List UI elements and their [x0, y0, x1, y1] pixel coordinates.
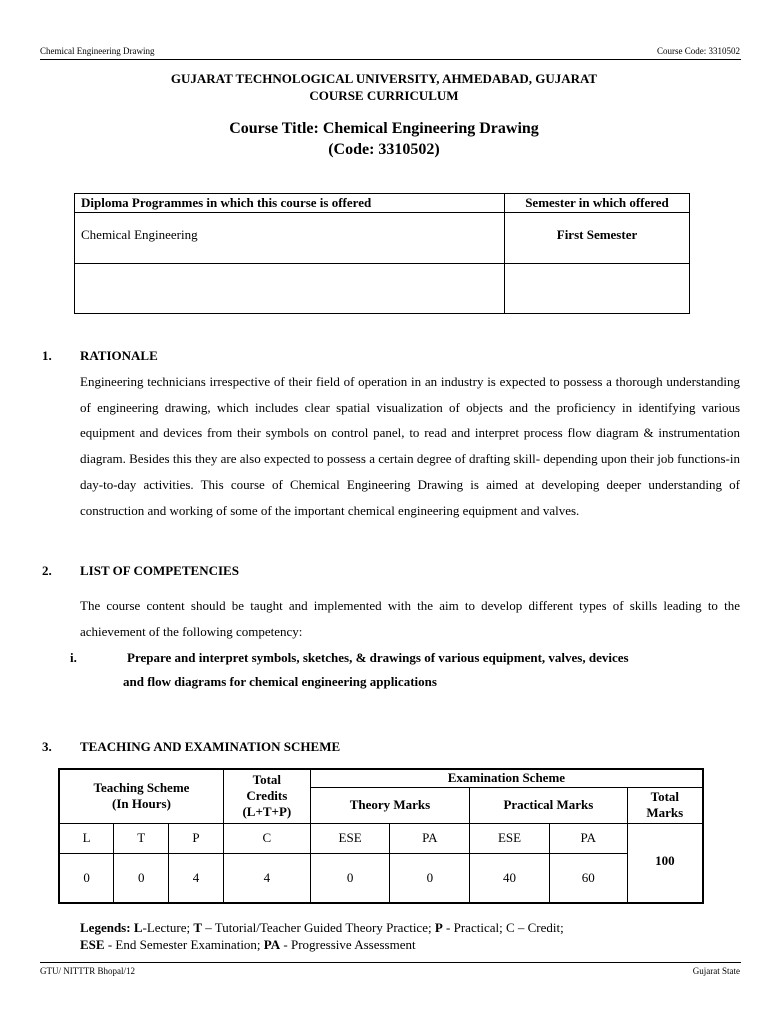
- competency-marker: i.: [70, 650, 77, 665]
- col-label: P: [169, 823, 224, 853]
- course-code: (Code: 3310502): [328, 141, 440, 158]
- programme-header: Diploma Programmes in which this course is offered: [75, 194, 505, 213]
- semester-cell: First Semester: [505, 213, 690, 264]
- col-label: ESE: [470, 823, 550, 853]
- empty-cell: [75, 264, 505, 314]
- col-label: ESE: [310, 823, 390, 853]
- footer-right: Gujarat State: [692, 966, 740, 976]
- section-heading: LIST OF COMPETENCIES: [80, 563, 239, 578]
- teaching-scheme-header: Teaching Scheme (In Hours): [59, 769, 223, 823]
- section-number: 1.: [42, 348, 52, 363]
- section-number: 2.: [42, 563, 52, 578]
- scheme-table: [58, 768, 704, 904]
- footer-left: GTU/ NITTTR Bhopal/12: [40, 966, 135, 976]
- theory-marks-header: Theory Marks: [310, 787, 469, 823]
- header-rule: [40, 59, 741, 60]
- section-heading: TEACHING AND EXAMINATION SCHEME: [80, 739, 341, 754]
- legends-line-1: Legends: L-Lecture; T – Tutorial/Teacher Guided Theory Practice; P - Practical; C – Credit;: [80, 920, 564, 935]
- competency-line: and flow diagrams for chemical engineering applications: [123, 674, 437, 689]
- exam-scheme-header: Examination Scheme: [310, 769, 703, 787]
- section-heading: RATIONALE: [80, 348, 158, 363]
- scheme-value: 0: [59, 853, 114, 903]
- running-header-right: Course Code: 3310502: [657, 46, 740, 56]
- col-label: PA: [549, 823, 627, 853]
- legends-line-2: ESE - End Semester Examination; PA - Progressive Assessment: [80, 937, 416, 952]
- competency-line: Prepare and interpret symbols, sketches, & drawings of various equipment, valves, devices: [127, 650, 629, 665]
- scheme-value: 4: [169, 853, 224, 903]
- scheme-value-row: [59, 853, 703, 903]
- programme-cell: Chemical Engineering: [75, 213, 505, 264]
- rationale-text: Engineering technicians irrespective of their field of operation in an industry is expected to possess a thorough understanding of engineering drawing, which includes clear spatial visualization of objects and the proficiency in identifying various equipment and devices from their symbols on control panel, to read and interpret process flow diagram & instrumentation diagram. Besides this they are also expected to possess a certain degree of drafting skill- depending upon their job functions-in day-to-day activities. This course of Chemical Engineering Drawing is aimed at developing deeper understanding of construction and working of some of the important chemical engineering equipment and valves.: [80, 374, 740, 518]
- col-label: L: [59, 823, 114, 853]
- footer-rule: [40, 962, 741, 963]
- section-number: 3.: [42, 739, 52, 754]
- practical-marks-header: Practical Marks: [470, 787, 627, 823]
- total-marks-value: 100: [627, 823, 703, 903]
- scheme-value: 0: [310, 853, 390, 903]
- empty-cell: [505, 264, 690, 314]
- semester-header: Semester in which offered: [505, 194, 690, 213]
- programme-table: [74, 193, 690, 314]
- curriculum-label: COURSE CURRICULUM: [309, 88, 459, 103]
- total-credits-header: Total Credits (L+T+P): [223, 769, 310, 823]
- scheme-value: 0: [114, 853, 169, 903]
- scheme-value: 60: [549, 853, 627, 903]
- scheme-value: 0: [390, 853, 470, 903]
- col-label: C: [223, 823, 310, 853]
- col-label: PA: [390, 823, 470, 853]
- university-name: GUJARAT TECHNOLOGICAL UNIVERSITY, AHMEDABAD, GUJARAT: [170, 71, 598, 86]
- competencies-intro: The course content should be taught and implemented with the aim to develop different types of skills leading to the achievement of the following competency:: [80, 598, 740, 639]
- scheme-value: 4: [223, 853, 310, 903]
- course-title: Course Title: Chemical Engineering Drawing: [229, 120, 539, 137]
- scheme-value: 40: [470, 853, 550, 903]
- running-header-left: Chemical Engineering Drawing: [40, 46, 155, 56]
- scheme-label-row: [59, 823, 703, 853]
- total-marks-header: Total Marks: [627, 787, 703, 823]
- col-label: T: [114, 823, 169, 853]
